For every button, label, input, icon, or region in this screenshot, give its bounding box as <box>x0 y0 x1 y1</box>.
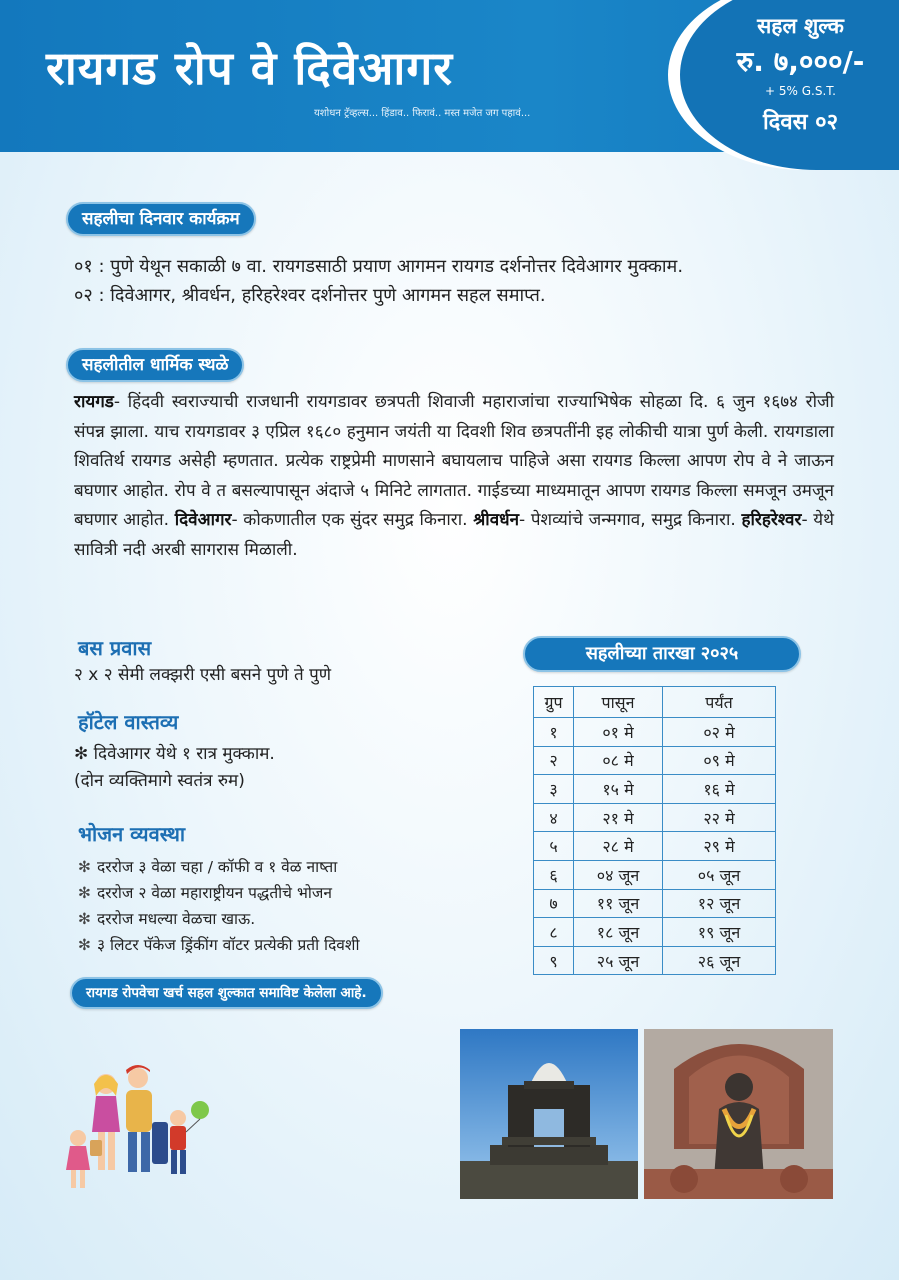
itinerary-day-2: ०२ : दिवेआगर, श्रीवर्धन, हरिहरेश्वर दर्शनोत्तर पुणे आगमन सहल समाप्त. <box>74 285 546 306</box>
col-to: पर्यंत <box>663 687 776 718</box>
bus-heading: बस प्रवास <box>78 636 152 660</box>
page-title: रायगड रोप वे दिवेआगर <box>46 41 454 95</box>
religious-description <box>74 388 834 565</box>
cell: २ <box>534 746 574 775</box>
cell: ०४ जून <box>574 860 663 889</box>
table-row <box>534 718 776 747</box>
harihareshwar-text: - येथे सावित्री नदी अरबी सागरास मिळाली. <box>74 510 835 560</box>
food-heading: भोजन व्यवस्था <box>78 822 186 846</box>
table-row <box>534 889 776 918</box>
fee-gst: + 5% G.S.T. <box>765 84 836 98</box>
food-item-text: दररोज ३ वेळा चहा / कॉफी व १ वेळ नाष्ता <box>97 858 338 876</box>
itinerary-day-1: ०१ : पुणे येथून सकाळी ७ वा. रायगडसाठी प्रयाण आगमन रायगड दर्शनोत्तर दिवेआगर मुक्काम. <box>74 256 684 277</box>
cell: ५ <box>534 832 574 861</box>
food-item-text: ३ लिटर पॅकेज ड्रिंकींग वॉटर प्रत्येकी प्रती दिवशी <box>97 936 360 954</box>
fee-amount: रु. ७,०००/- <box>736 45 865 78</box>
dates-heading: सहलीच्या तारखा २०२५ <box>523 636 801 672</box>
cell: ०२ मे <box>663 718 776 747</box>
bus-text: २ x २ सेमी लक्झरी एसी बसने पुणे ते पुणे <box>74 665 332 685</box>
food-item <box>78 933 359 955</box>
cell: २८ मे <box>574 832 663 861</box>
bullet-icon: ✻ <box>78 936 91 954</box>
divegar-label: दिवेआगर <box>174 510 232 530</box>
cell: ७ <box>534 889 574 918</box>
shrivardhan-label: श्रीवर्धन <box>473 510 520 530</box>
table-row <box>534 946 776 975</box>
tagline: यशोधन ट्रॅव्हल्स... हिंडाव.. फिरावं.. मस्त मजेत जग पहावं... <box>314 108 531 119</box>
raigad-text: - हिंदवी स्वराज्याची राजधानी रायगडावर छत्रपती शिवाजी महाराजांचा राज्याभिषेक सोहळा दि. ६ जुन १६७४ रोजी संपन्न झाला. याच रायगडावर ३ एप्रिल १६८० हनुमान जयंती या दिवशी शिव छत्रपतींनी इह लोकीची यात्रा पुर्ण केली. रायगडाला शिवतिर्थ रायगड असेही म्हणतात. प्रत्येक राष्ट्रप्रेमी माणसाने बघायलाच पाहिजे असा रायगड किल्ला आपण रोप वे ने जाऊन बघणार आहोत. रोप वे त बसल्यापासून अंदाजे ५ मिनिटे लागतात. गाईडच्या माध्यमातून आपण रायगड किल्ला समजून उमजून बघणार आहोत. <box>74 392 834 530</box>
col-group: ग्रुप <box>534 687 574 718</box>
cell: ४ <box>534 803 574 832</box>
cell: २२ मे <box>663 803 776 832</box>
cell: २६ जून <box>663 946 776 975</box>
food-item <box>78 855 337 877</box>
table-row <box>534 918 776 947</box>
shivaji-statue-photo <box>644 1029 833 1199</box>
cell: १६ मे <box>663 775 776 804</box>
ropeway-note: रायगड रोपवेचा खर्च सहल शुल्कात समाविष्ट केलेला आहे. <box>70 977 383 1009</box>
itinerary-heading: सहलीचा दिनवार कार्यक्रम <box>66 202 256 236</box>
cell: १२ जून <box>663 889 776 918</box>
hotel-line-1 <box>74 741 275 764</box>
table-row <box>534 860 776 889</box>
col-from: पासून <box>574 687 663 718</box>
cell: ८ <box>534 918 574 947</box>
food-item-text: दररोज मधल्या वेळचा खाऊ. <box>97 910 256 928</box>
bullet-icon: ✻ <box>78 884 91 902</box>
cell: २५ जून <box>574 946 663 975</box>
cell: १ <box>534 718 574 747</box>
cell: ९ <box>534 946 574 975</box>
cell: १९ जून <box>663 918 776 947</box>
dates-table <box>533 686 776 975</box>
cell: ६ <box>534 860 574 889</box>
food-item <box>78 907 255 929</box>
hotel-heading: हॉटेल वास्तव्य <box>78 710 179 734</box>
cell: २१ मे <box>574 803 663 832</box>
cell: ३ <box>534 775 574 804</box>
cell: ०९ मे <box>663 746 776 775</box>
harihareshwar-label: हरिहरेश्वर <box>741 510 802 530</box>
cell: १८ जून <box>574 918 663 947</box>
cell: ०१ मे <box>574 718 663 747</box>
cell: ०८ मे <box>574 746 663 775</box>
shrivardhan-text: - पेशव्यांचे जन्मगाव, समुद्र किनारा. <box>519 510 742 530</box>
raigad-label: रायगड <box>74 392 114 412</box>
hotel-line-1-text: दिवेआगर येथे १ रात्र मुक्काम. <box>93 744 275 764</box>
bullet-icon: ✻ <box>74 744 89 764</box>
bullet-icon: ✻ <box>78 858 91 876</box>
hotel-line-2: (दोन व्यक्तिमागे स्वतंत्र रुम) <box>74 771 245 791</box>
raigad-samadhi-photo <box>460 1029 638 1199</box>
divegar-text: - कोकणातील एक सुंदर समुद्र किनारा. <box>231 510 474 530</box>
cell: ११ जून <box>574 889 663 918</box>
food-item-text: दररोज २ वेळा महाराष्ट्रीयन पद्धतीचे भोजन <box>97 884 332 902</box>
fee-label: सहल शुल्क <box>757 14 844 38</box>
religious-heading: सहलीतील धार्मिक स्थळे <box>66 348 244 382</box>
table-row <box>534 746 776 775</box>
bullet-icon: ✻ <box>78 910 91 928</box>
cell: ०५ जून <box>663 860 776 889</box>
cell: २९ मे <box>663 832 776 861</box>
table-row <box>534 775 776 804</box>
table-header-row <box>534 687 776 718</box>
table-row <box>534 803 776 832</box>
table-row <box>534 832 776 861</box>
food-item <box>78 881 332 903</box>
fee-days: दिवस ०२ <box>762 110 839 135</box>
family-illustration <box>60 1060 210 1195</box>
cell: १५ मे <box>574 775 663 804</box>
